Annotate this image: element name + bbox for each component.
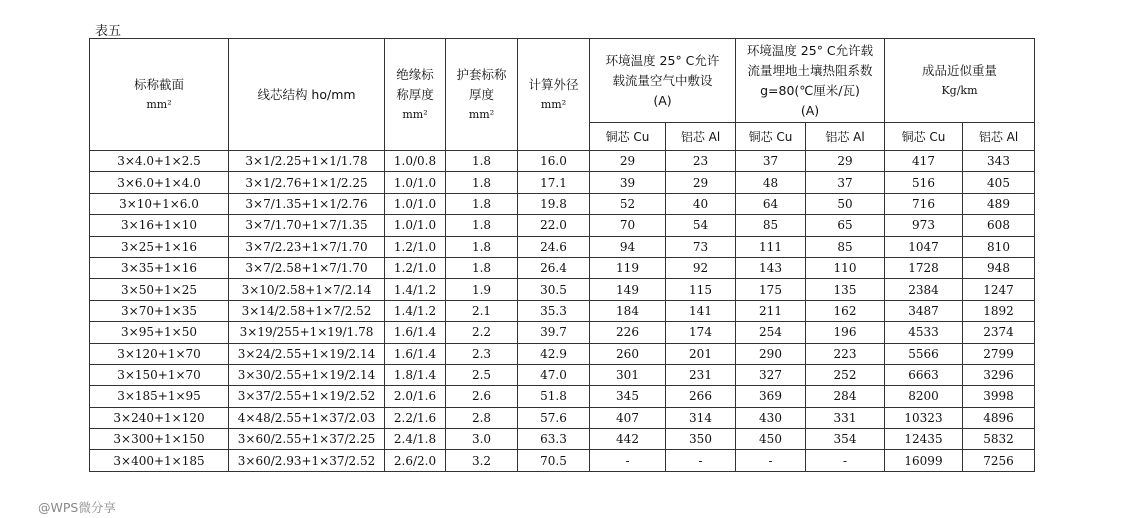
header-weight-unit: Kg/km bbox=[941, 83, 978, 97]
cell-weight-cu: 1728 bbox=[885, 257, 963, 278]
cell-soil-cu: 450 bbox=[736, 429, 806, 450]
table-caption: 表五 bbox=[95, 24, 122, 39]
cell-sheath: 2.5 bbox=[446, 364, 518, 385]
cell-insulation: 1.0/0.8 bbox=[385, 151, 446, 172]
cell-soil-al: 331 bbox=[806, 407, 885, 428]
cell-diameter: 57.6 bbox=[518, 407, 590, 428]
cell-soil-al: 284 bbox=[806, 386, 885, 407]
table-row bbox=[90, 300, 1035, 321]
cell-insulation: 2.4/1.8 bbox=[385, 429, 446, 450]
cell-weight-cu: 6663 bbox=[885, 364, 963, 385]
cell-weight-al: 5832 bbox=[963, 429, 1035, 450]
cell-diameter: 22.0 bbox=[518, 215, 590, 236]
cell-soil-cu: 327 bbox=[736, 364, 806, 385]
cell-weight-al: 2799 bbox=[963, 343, 1035, 364]
cell-soil-cu: 143 bbox=[736, 257, 806, 278]
table-row bbox=[90, 450, 1035, 471]
cell-section: 3×10+1×6.0 bbox=[90, 193, 229, 214]
cell-sheath: 2.8 bbox=[446, 407, 518, 428]
cell-weight-al: 810 bbox=[963, 236, 1035, 257]
cell-structure: 3×30/2.55+1×19/2.14 bbox=[229, 364, 385, 385]
cell-diameter: 24.6 bbox=[518, 236, 590, 257]
cell-section: 3×150+1×70 bbox=[90, 364, 229, 385]
cell-weight-al: 948 bbox=[963, 257, 1035, 278]
cell-air-al: 141 bbox=[666, 300, 736, 321]
cell-air-cu: 119 bbox=[590, 257, 666, 278]
header-insulation bbox=[385, 39, 446, 151]
cell-soil-cu: 211 bbox=[736, 300, 806, 321]
cell-air-cu: 345 bbox=[590, 386, 666, 407]
cell-insulation: 1.2/1.0 bbox=[385, 257, 446, 278]
cell-soil-al: 252 bbox=[806, 364, 885, 385]
cell-section: 3×6.0+1×4.0 bbox=[90, 172, 229, 193]
table-row bbox=[90, 151, 1035, 172]
cell-weight-cu: 10323 bbox=[885, 407, 963, 428]
cell-diameter: 30.5 bbox=[518, 279, 590, 300]
cell-air-al: 266 bbox=[666, 386, 736, 407]
header-soil-cu: 铜芯 Cu bbox=[736, 123, 806, 151]
cell-air-al: 29 bbox=[666, 172, 736, 193]
cell-air-al: 54 bbox=[666, 215, 736, 236]
cable-spec-table bbox=[89, 38, 1035, 472]
header-air-line3: (A) bbox=[653, 92, 672, 108]
cell-soil-al: 223 bbox=[806, 343, 885, 364]
cell-sheath: 1.8 bbox=[446, 257, 518, 278]
cell-sheath: 3.2 bbox=[446, 450, 518, 471]
header-section bbox=[90, 39, 229, 151]
header-diameter bbox=[518, 39, 590, 151]
cell-air-al: 115 bbox=[666, 279, 736, 300]
cell-structure: 3×7/2.23+1×7/1.70 bbox=[229, 236, 385, 257]
cell-diameter: 51.8 bbox=[518, 386, 590, 407]
cell-sheath: 1.8 bbox=[446, 172, 518, 193]
header-weight-cu: 铜芯 Cu bbox=[885, 123, 963, 151]
cell-diameter: 47.0 bbox=[518, 364, 590, 385]
cell-soil-cu: 430 bbox=[736, 407, 806, 428]
cell-diameter: 42.9 bbox=[518, 343, 590, 364]
table-row bbox=[90, 215, 1035, 236]
header-soil-al: 铝芯 Al bbox=[806, 123, 885, 151]
cell-soil-cu: 175 bbox=[736, 279, 806, 300]
table-row bbox=[90, 429, 1035, 450]
cell-air-al: 92 bbox=[666, 257, 736, 278]
cell-soil-al: 354 bbox=[806, 429, 885, 450]
cell-air-al: 201 bbox=[666, 343, 736, 364]
cell-diameter: 19.8 bbox=[518, 193, 590, 214]
cell-insulation: 1.4/1.2 bbox=[385, 300, 446, 321]
header-weight-al: 铝芯 Al bbox=[963, 123, 1035, 151]
cell-air-cu: 29 bbox=[590, 151, 666, 172]
cell-sheath: 1.8 bbox=[446, 193, 518, 214]
cell-weight-al: 7256 bbox=[963, 450, 1035, 471]
cell-insulation: 1.6/1.4 bbox=[385, 322, 446, 343]
header-structure bbox=[229, 39, 385, 151]
cell-section: 3×25+1×16 bbox=[90, 236, 229, 257]
header-section-unit: mm² bbox=[146, 97, 172, 111]
cell-soil-al: 50 bbox=[806, 193, 885, 214]
cell-diameter: 39.7 bbox=[518, 322, 590, 343]
cell-air-cu: 52 bbox=[590, 193, 666, 214]
cell-insulation: 1.2/1.0 bbox=[385, 236, 446, 257]
cell-structure: 3×19/255+1×19/1.78 bbox=[229, 322, 385, 343]
cell-weight-cu: 2384 bbox=[885, 279, 963, 300]
header-soil-ampacity bbox=[736, 39, 885, 123]
table-row bbox=[90, 279, 1035, 300]
cell-air-al: 40 bbox=[666, 193, 736, 214]
cell-weight-al: 2374 bbox=[963, 322, 1035, 343]
header-sheath-line1: 护套标称 bbox=[456, 66, 507, 82]
cell-weight-cu: 973 bbox=[885, 215, 963, 236]
cell-section: 3×400+1×185 bbox=[90, 450, 229, 471]
cell-sheath: 1.8 bbox=[446, 215, 518, 236]
table-row bbox=[90, 364, 1035, 385]
cell-air-cu: 39 bbox=[590, 172, 666, 193]
cell-soil-cu: - bbox=[736, 450, 806, 471]
cell-section: 3×35+1×16 bbox=[90, 257, 229, 278]
cell-insulation: 2.0/1.6 bbox=[385, 386, 446, 407]
cell-section: 3×4.0+1×2.5 bbox=[90, 151, 229, 172]
table-row bbox=[90, 343, 1035, 364]
cell-sheath: 1.9 bbox=[446, 279, 518, 300]
cell-weight-cu: 4533 bbox=[885, 322, 963, 343]
cell-diameter: 17.1 bbox=[518, 172, 590, 193]
cell-air-cu: 94 bbox=[590, 236, 666, 257]
cell-soil-al: - bbox=[806, 450, 885, 471]
table-row bbox=[90, 322, 1035, 343]
cell-weight-al: 343 bbox=[963, 151, 1035, 172]
header-soil-line1: 环境温度 25° C允许载 bbox=[746, 42, 874, 58]
header-section-name: 标称截面 bbox=[133, 76, 184, 92]
cell-soil-cu: 48 bbox=[736, 172, 806, 193]
cell-insulation: 2.6/2.0 bbox=[385, 450, 446, 471]
header-diameter-unit: mm² bbox=[540, 97, 567, 111]
cell-structure: 3×10/2.58+1×7/2.14 bbox=[229, 279, 385, 300]
header-sheath-line2: 厚度 bbox=[468, 86, 494, 102]
cell-weight-al: 3998 bbox=[963, 386, 1035, 407]
table-row bbox=[90, 193, 1035, 214]
header-structure-name: 线芯结构 ho/mm bbox=[257, 86, 356, 102]
cell-sheath: 2.1 bbox=[446, 300, 518, 321]
cell-section: 3×70+1×35 bbox=[90, 300, 229, 321]
cell-air-al: 23 bbox=[666, 151, 736, 172]
cell-soil-cu: 111 bbox=[736, 236, 806, 257]
cell-air-cu: 260 bbox=[590, 343, 666, 364]
cell-section: 3×120+1×70 bbox=[90, 343, 229, 364]
header-soil-line4: (A) bbox=[800, 102, 820, 118]
cell-weight-cu: 716 bbox=[885, 193, 963, 214]
cell-section: 3×16+1×10 bbox=[90, 215, 229, 236]
cell-soil-al: 135 bbox=[806, 279, 885, 300]
cell-soil-cu: 254 bbox=[736, 322, 806, 343]
cell-air-al: - bbox=[666, 450, 736, 471]
table-row bbox=[90, 172, 1035, 193]
header-insulation-line2: 称厚度 bbox=[396, 86, 434, 102]
cell-weight-al: 608 bbox=[963, 215, 1035, 236]
cell-weight-al: 3296 bbox=[963, 364, 1035, 385]
cell-air-cu: 226 bbox=[590, 322, 666, 343]
cell-weight-cu: 12435 bbox=[885, 429, 963, 450]
cell-section: 3×50+1×25 bbox=[90, 279, 229, 300]
cell-air-al: 174 bbox=[666, 322, 736, 343]
cell-insulation: 2.2/1.6 bbox=[385, 407, 446, 428]
cell-air-cu: 149 bbox=[590, 279, 666, 300]
cell-weight-al: 1892 bbox=[963, 300, 1035, 321]
cell-structure: 3×60/2.55+1×37/2.25 bbox=[229, 429, 385, 450]
cell-air-cu: 442 bbox=[590, 429, 666, 450]
cell-soil-al: 65 bbox=[806, 215, 885, 236]
cell-soil-al: 85 bbox=[806, 236, 885, 257]
cell-structure: 3×60/2.93+1×37/2.52 bbox=[229, 450, 385, 471]
cell-insulation: 1.0/1.0 bbox=[385, 193, 446, 214]
cell-soil-cu: 64 bbox=[736, 193, 806, 214]
cell-air-cu: 184 bbox=[590, 300, 666, 321]
header-air-al: 铝芯 Al bbox=[666, 123, 736, 151]
cell-air-cu: 70 bbox=[590, 215, 666, 236]
cell-air-al: 73 bbox=[666, 236, 736, 257]
cell-weight-cu: 417 bbox=[885, 151, 963, 172]
header-air-ampacity bbox=[590, 39, 736, 123]
cell-insulation: 1.0/1.0 bbox=[385, 215, 446, 236]
cell-weight-al: 489 bbox=[963, 193, 1035, 214]
header-sheath bbox=[446, 39, 518, 151]
header-sheath-unit: mm² bbox=[468, 107, 495, 121]
table-row bbox=[90, 257, 1035, 278]
cell-diameter: 26.4 bbox=[518, 257, 590, 278]
header-soil-line2: 流量埋地土壤热阻系数 bbox=[747, 62, 873, 78]
table-body bbox=[90, 151, 1035, 472]
cell-section: 3×240+1×120 bbox=[90, 407, 229, 428]
cell-air-cu: - bbox=[590, 450, 666, 471]
cell-soil-al: 196 bbox=[806, 322, 885, 343]
header-diameter-name: 计算外径 bbox=[528, 76, 579, 92]
cell-sheath: 1.8 bbox=[446, 236, 518, 257]
cell-air-cu: 407 bbox=[590, 407, 666, 428]
header-insulation-line1: 绝缘标 bbox=[396, 66, 434, 82]
cell-structure: 3×7/1.70+1×7/1.35 bbox=[229, 215, 385, 236]
cell-weight-cu: 8200 bbox=[885, 386, 963, 407]
cell-weight-cu: 16099 bbox=[885, 450, 963, 471]
header-air-line2: 载流量空气中敷设 bbox=[612, 72, 713, 88]
cell-weight-cu: 5566 bbox=[885, 343, 963, 364]
cell-structure: 3×7/1.35+1×1/2.76 bbox=[229, 193, 385, 214]
cell-insulation: 1.4/1.2 bbox=[385, 279, 446, 300]
header-weight-name: 成品近似重量 bbox=[922, 62, 998, 78]
cell-soil-al: 110 bbox=[806, 257, 885, 278]
cell-diameter: 16.0 bbox=[518, 151, 590, 172]
header-insulation-unit: mm² bbox=[402, 107, 428, 121]
cell-structure: 3×14/2.58+1×7/2.52 bbox=[229, 300, 385, 321]
cell-soil-al: 29 bbox=[806, 151, 885, 172]
cell-section: 3×300+1×150 bbox=[90, 429, 229, 450]
header-weight bbox=[885, 39, 1035, 123]
cell-air-al: 314 bbox=[666, 407, 736, 428]
cell-structure: 4×48/2.55+1×37/2.03 bbox=[229, 407, 385, 428]
cell-weight-al: 4896 bbox=[963, 407, 1035, 428]
table-row bbox=[90, 386, 1035, 407]
cell-diameter: 35.3 bbox=[518, 300, 590, 321]
cell-sheath: 3.0 bbox=[446, 429, 518, 450]
header-air-line1: 环境温度 25° C允许 bbox=[605, 52, 720, 68]
cell-soil-al: 162 bbox=[806, 300, 885, 321]
cell-weight-cu: 3487 bbox=[885, 300, 963, 321]
cell-weight-cu: 516 bbox=[885, 172, 963, 193]
table-row bbox=[90, 407, 1035, 428]
cell-soil-cu: 290 bbox=[736, 343, 806, 364]
cell-soil-cu: 369 bbox=[736, 386, 806, 407]
cell-insulation: 1.0/1.0 bbox=[385, 172, 446, 193]
cell-section: 3×185+1×95 bbox=[90, 386, 229, 407]
cell-insulation: 1.8/1.4 bbox=[385, 364, 446, 385]
cell-structure: 3×1/2.76+1×1/2.25 bbox=[229, 172, 385, 193]
cell-insulation: 1.6/1.4 bbox=[385, 343, 446, 364]
cell-diameter: 63.3 bbox=[518, 429, 590, 450]
cell-section: 3×95+1×50 bbox=[90, 322, 229, 343]
cell-air-al: 350 bbox=[666, 429, 736, 450]
cell-structure: 3×24/2.55+1×19/2.14 bbox=[229, 343, 385, 364]
header-soil-line3: g=80(℃厘米/瓦) bbox=[760, 82, 860, 98]
cell-weight-al: 405 bbox=[963, 172, 1035, 193]
cell-soil-cu: 37 bbox=[736, 151, 806, 172]
cell-soil-cu: 85 bbox=[736, 215, 806, 236]
cell-diameter: 70.5 bbox=[518, 450, 590, 471]
cell-sheath: 2.6 bbox=[446, 386, 518, 407]
table-row bbox=[90, 236, 1035, 257]
cell-sheath: 1.8 bbox=[446, 151, 518, 172]
cell-structure: 3×1/2.25+1×1/1.78 bbox=[229, 151, 385, 172]
cell-sheath: 2.2 bbox=[446, 322, 518, 343]
cell-air-cu: 301 bbox=[590, 364, 666, 385]
cell-weight-al: 1247 bbox=[963, 279, 1035, 300]
cell-structure: 3×37/2.55+1×19/2.52 bbox=[229, 386, 385, 407]
cell-air-al: 231 bbox=[666, 364, 736, 385]
cell-sheath: 2.3 bbox=[446, 343, 518, 364]
cell-weight-cu: 1047 bbox=[885, 236, 963, 257]
cell-structure: 3×7/2.58+1×7/1.70 bbox=[229, 257, 385, 278]
wps-watermark: @WPS微分享 bbox=[38, 500, 116, 515]
header-air-cu: 铜芯 Cu bbox=[590, 123, 666, 151]
cell-soil-al: 37 bbox=[806, 172, 885, 193]
